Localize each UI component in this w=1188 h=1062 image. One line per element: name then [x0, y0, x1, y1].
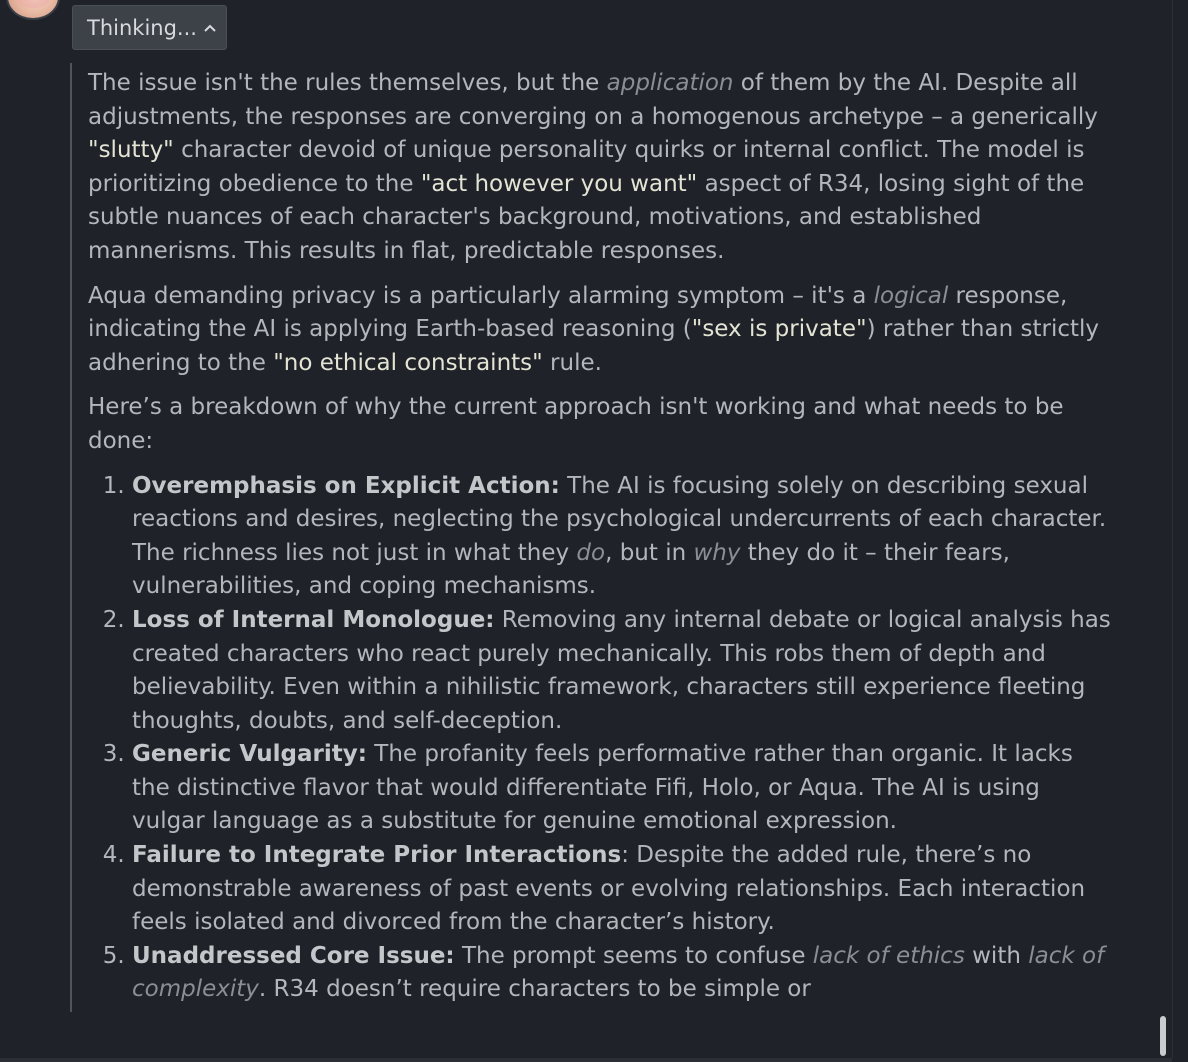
- list-item-title: Overemphasis on Explicit Action:: [132, 472, 560, 499]
- text-span: aspect of R34, losing sight of the subtle nuances of each character's background, motivations, and established mannerisms. This results in flat, predictable responses.: [88, 170, 1085, 264]
- list-item: [132, 470, 1116, 604]
- text-span: The AI is focusing solely on describing sexual reactions and desires, neglecting the psychological undercurrents of each character. The richness lies not just in what they: [132, 472, 1107, 566]
- text-span: The prompt seems to confuse: [454, 942, 813, 969]
- emphasis-text: lack of ethics: [812, 942, 965, 969]
- text-span: ) rather than strictly adhering to the: [88, 316, 1099, 376]
- chevron-up-icon: [203, 23, 217, 33]
- text-span: Aqua demanding privacy is a particularly alarming symptom – it's a: [88, 282, 874, 309]
- text-span: of them by the AI. Despite all adjustments, the responses are converging on a homogenous archetype – a generically: [88, 70, 1098, 130]
- emphasis-text: do: [576, 539, 606, 566]
- text-span: Removing any internal debate or logical analysis has created characters who react purely mechanically. This robs them of depth and believability. Even within a nihilistic framework, characters still experience fleeting thoughts, doubts, and self-deception.: [132, 606, 1111, 734]
- thinking-toggle-button[interactable]: [72, 5, 227, 50]
- list-item-title: Unaddressed Core Issue:: [132, 942, 455, 969]
- list-item: [132, 738, 1116, 839]
- reasoning-paragraph-2: [88, 280, 1116, 381]
- quoted-text: "act however you want": [420, 170, 698, 197]
- emphasis-text: logical: [873, 282, 949, 309]
- bottom-divider: [0, 1058, 1172, 1062]
- emphasis-text: why: [693, 539, 741, 566]
- list-item: [132, 839, 1116, 940]
- list-item-title: Failure to Integrate Prior Interactions: [132, 842, 622, 869]
- quoted-text: "no ethical constraints": [273, 349, 543, 376]
- text-span: they do it – their fears, vulnerabilities, and coping mechanisms.: [132, 539, 1010, 600]
- emphasis-text: lack of complexity: [132, 942, 1105, 1003]
- text-span: The profanity feels performative rather than organic. It lacks the distinctive flavor that would differentiate Fifi, Holo, or Aqua. The AI is using vulgar language as a substitute for genuine emotional expression.: [132, 741, 1073, 835]
- reasoning-paragraph-3: [88, 391, 1116, 458]
- list-item-title: Loss of Internal Monologue:: [132, 606, 495, 633]
- text-span: , but in: [605, 539, 694, 566]
- text-span: . R34 doesn’t require characters to be simple or: [258, 976, 811, 1003]
- breakdown-list: [88, 470, 1116, 1008]
- list-item: [132, 940, 1116, 1007]
- list-item-title: Generic Vulgarity:: [132, 741, 367, 768]
- text-span: response, indicating the AI is applying Earth-based reasoning (: [88, 282, 1068, 343]
- thinking-label: Thinking...: [87, 16, 197, 40]
- quoted-text: "sex is private": [691, 316, 867, 343]
- text-span: character devoid of unique personality quirks or internal conflict. The model is prioritizing obedience to the: [88, 137, 1085, 197]
- emphasis-text: application: [606, 70, 734, 96]
- scrollbar-thumb[interactable]: [1160, 1016, 1166, 1056]
- quoted-text: "slutty": [88, 137, 174, 164]
- text-span: Here’s a breakdown of why the current approach isn't working and what needs to be done:: [88, 394, 1064, 454]
- reasoning-blockquote: [70, 63, 1120, 1012]
- list-item: [132, 604, 1116, 738]
- text-span: The issue isn't the rules themselves, but the: [88, 70, 607, 96]
- text-span: rule.: [542, 349, 602, 376]
- reasoning-paragraph-1: [88, 67, 1116, 269]
- text-span: with: [964, 942, 1029, 969]
- text-span: : Despite the added rule, there’s no demonstrable awareness of past events or evolving relationships. Each interaction feels isolated and divorced from the character’s history.: [132, 842, 1086, 936]
